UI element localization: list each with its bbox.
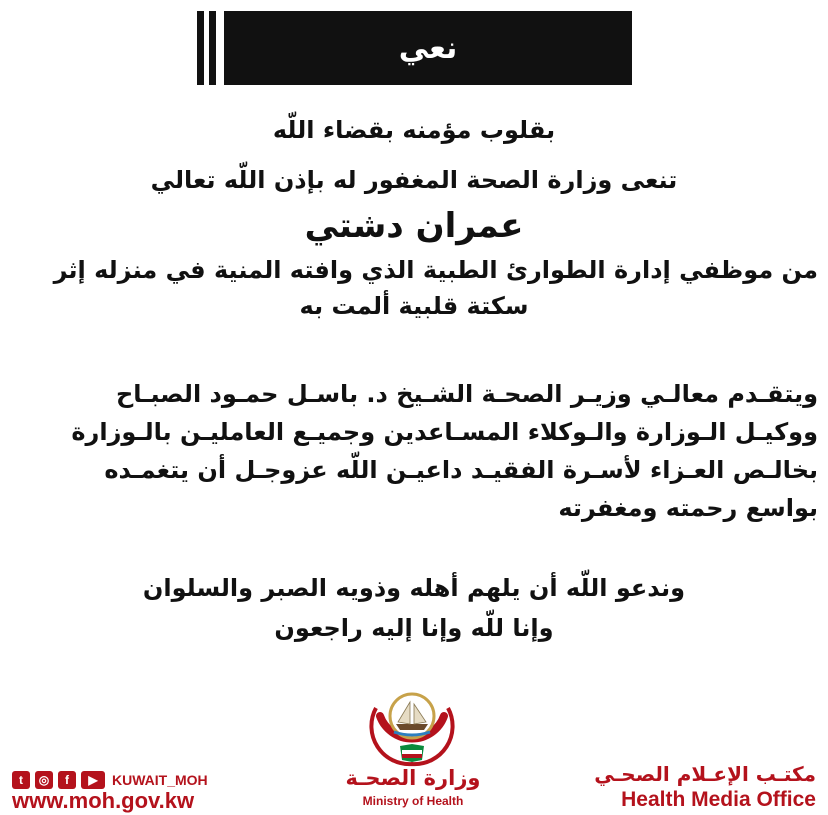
banner-title: نعي (224, 11, 632, 85)
website-link[interactable]: www.moh.gov.kw (12, 788, 195, 813)
condolence-line-1: ويتقـدم معالـي وزيـر الصحـة الشـيخ د. باسـل حمـود الصبـاح (115, 380, 818, 408)
youtube-icon[interactable]: ▶ (81, 771, 105, 789)
social-links (12, 770, 208, 790)
condolence-line-4: بواسع رحمته ومغفرته (558, 494, 818, 522)
facebook-icon[interactable]: f (58, 771, 76, 789)
deceased-name: عمران دشتي (304, 206, 524, 246)
banner-stripe (197, 11, 204, 85)
detail-line: من موظفي إدارة الطوارئ الطبية الذي وافته المنية في منزله إثر (53, 256, 818, 284)
detail-line-2: سكتة قلبية ألمت به (299, 292, 529, 320)
banner-stripe (209, 11, 216, 85)
intro-line: بقلوب مؤمنه بقضاء اللّه (272, 116, 556, 144)
ministry-name-en: Ministry of Health (362, 794, 464, 808)
announcement-line: تنعى وزارة الصحة المغفور له بإذن اللّه تعالي (150, 166, 678, 194)
closing-line-2: وإنا للّه وإنا إليه راجعون (274, 614, 554, 642)
obituary-banner (197, 11, 632, 85)
condolence-line-3: بخالـص العـزاء لأسـرة الفقيـد داعيـن اللّه عزوجـل أن يتغمـده (104, 456, 818, 484)
twitter-icon[interactable]: t (12, 771, 30, 789)
instagram-icon[interactable]: ◎ (35, 771, 53, 789)
ministry-emblem-icon (366, 686, 458, 768)
condolence-line-2: ووكيـل الـوزارة والـوكلاء المسـاعدين وجميـع العامليـن بالـوزارة (71, 418, 818, 446)
closing-line-1: وندعو اللّه أن يلهم أهله وذويه الصبر والسلوان (142, 574, 686, 602)
social-handle[interactable]: KUWAIT_MOH (112, 772, 208, 788)
office-name-en: Health Media Office (621, 788, 816, 811)
office-name-ar: مكتـب الإعـلام الصحـي (594, 762, 816, 786)
ministry-name-ar: وزارة الصحـة (345, 766, 481, 790)
